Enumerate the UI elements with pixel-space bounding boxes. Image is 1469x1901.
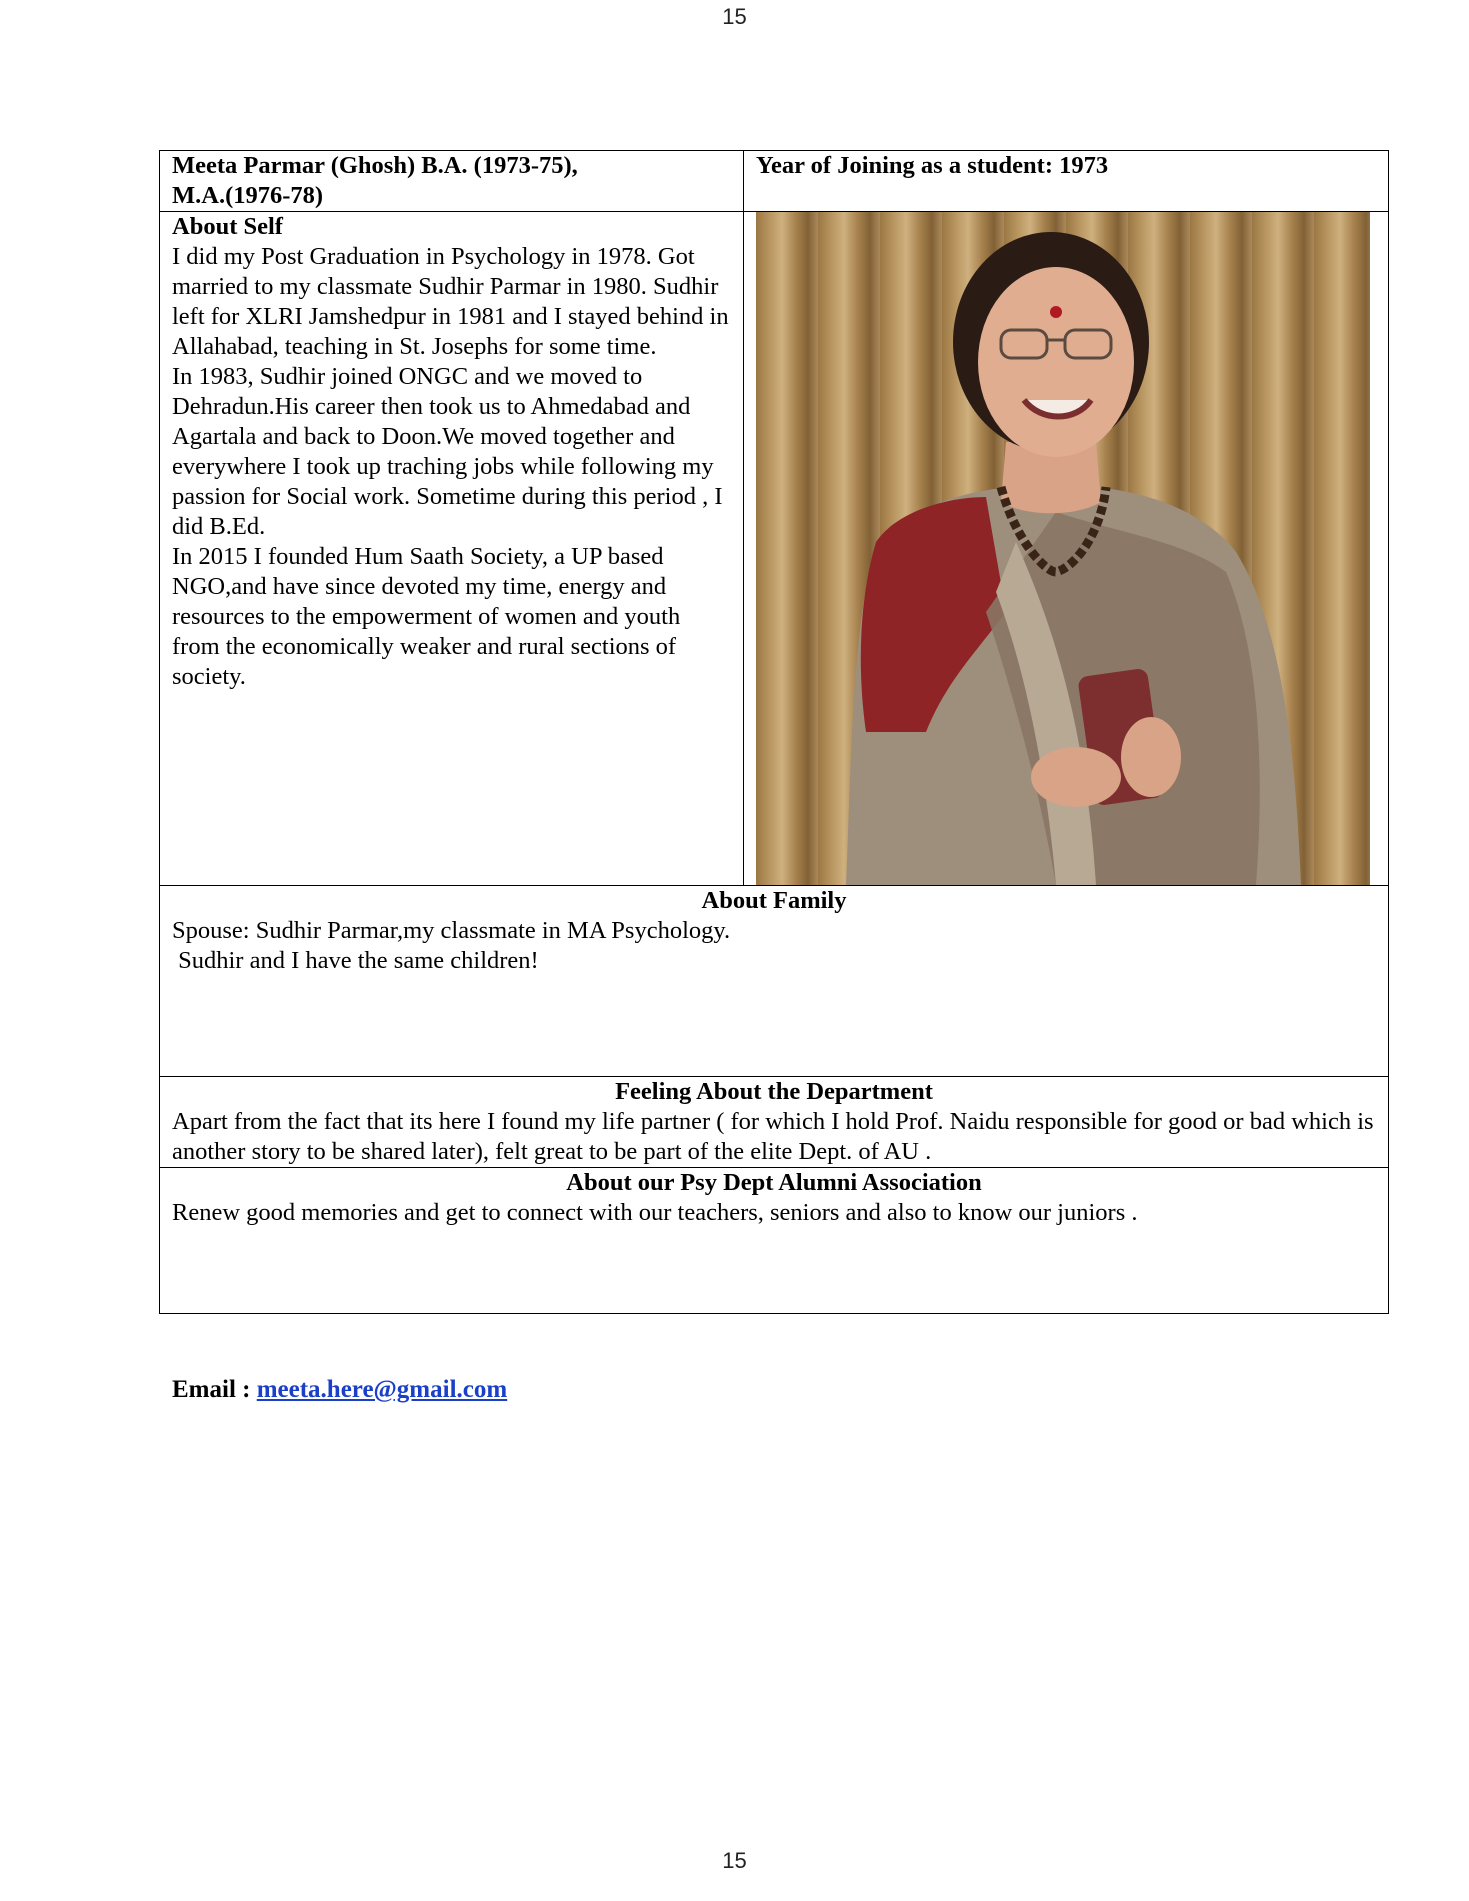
about-self-section (160, 212, 744, 886)
about-self-paragraph: In 1983, Sudhir joined ONGC and we moved to Dehradun.His career then took us to Ahmedabad and Agartala and back to Doon.We moved together and everywhere I took up traching jobs while following my passion for Social work. Sometime during this period , I did B.Ed. (172, 363, 723, 540)
about-self-paragraph: In 2015 I founded Hum Saath Society, a UP based NGO,and have since devoted my time, energy and resources to the empowerment of women and youth from the economically weaker and rural sections of society. (172, 543, 681, 690)
alumni-heading: About our Psy Dept Alumni Association (566, 1169, 982, 1196)
alumnus-name: Meeta Parmar (Ghosh) B.A. (1973-75), (172, 152, 578, 179)
department-section (160, 1077, 1389, 1168)
family-line: Spouse: Sudhir Parmar,my classmate in MA Psychology. (172, 917, 731, 944)
email-link[interactable]: meeta.here@gmail.com (256, 1376, 508, 1403)
profile-table (159, 150, 1389, 1314)
about-self-paragraph: I did my Post Graduation in Psychology in 1978. Got married to my classmate Sudhir Parmar in 1980. Sudhir left for XLRI Jamshedpur in 1981 and I stayed behind in Allahabad, teaching in St. Josephs for some time. (172, 243, 729, 360)
page-number-bottom: 15 (722, 1848, 747, 1873)
department-text: Apart from the fact that its here I found my life partner ( for which I hold Prof. Naidu responsible for good or bad which is another story to be shared later), felt great to be part of the elite Dept. of AU . (172, 1108, 1374, 1165)
name-cell (160, 151, 744, 212)
department-heading: Feeling About the Department (615, 1078, 933, 1105)
portrait-illustration (756, 212, 1370, 885)
photo-cell (744, 212, 1389, 886)
year-of-joining: Year of Joining as a student: 1973 (744, 151, 1389, 212)
about-family-heading: About Family (701, 887, 847, 914)
about-family-section (160, 886, 1389, 1077)
portrait-photo (756, 212, 1370, 885)
family-line: Sudhir and I have the same children! (172, 947, 539, 974)
alumni-association-section (160, 1168, 1389, 1314)
about-self-heading: About Self (172, 213, 283, 240)
alumni-text: Renew good memories and get to connect with our teachers, seniors and also to know our juniors . (172, 1199, 1138, 1226)
page-number-top: 15 (722, 4, 747, 29)
email-label: Email : (172, 1376, 257, 1403)
email-line (172, 1376, 507, 1404)
alumnus-degree: M.A.(1976-78) (172, 182, 324, 209)
